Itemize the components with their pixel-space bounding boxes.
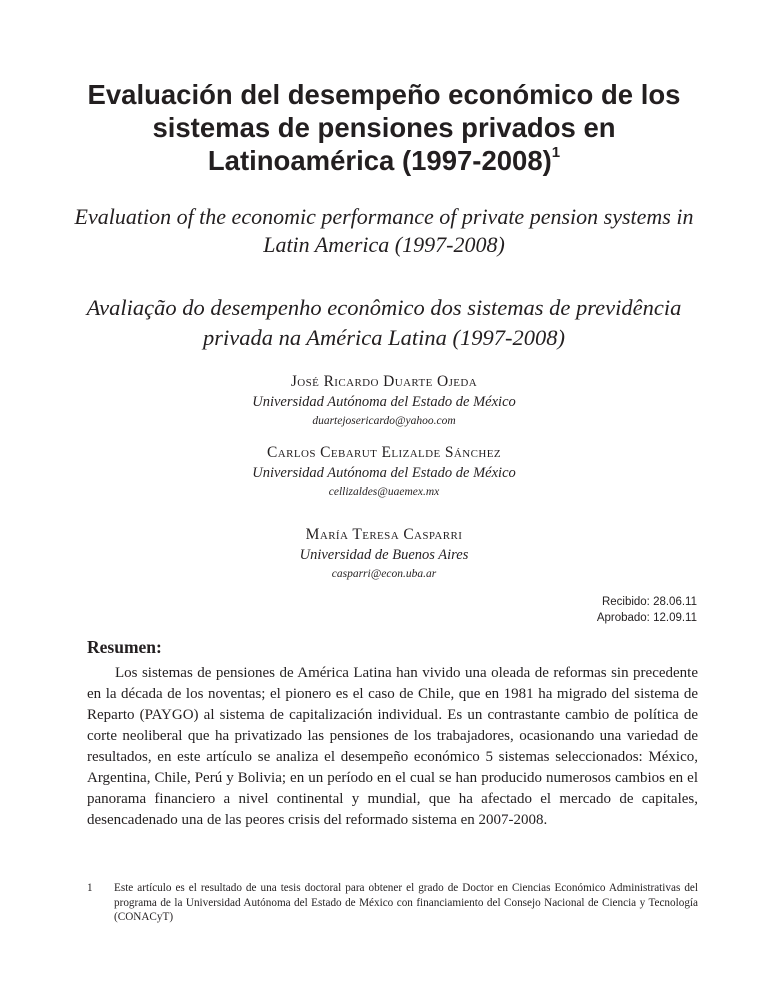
approved-date: Aprobado: 12.09.11 — [596, 612, 697, 624]
footnote — [87, 881, 698, 925]
abstract-heading: Resumen: — [87, 637, 162, 657]
author-block-3 — [60, 525, 708, 583]
author-affiliation: Universidad Autónoma del Estado de México — [252, 465, 516, 481]
author-name: Carlos Cebarut Elizalde Sánchez — [267, 444, 501, 461]
author-email[interactable]: cellizaldes@uaemex.mx — [328, 486, 440, 498]
footnote-number: 1 — [87, 882, 93, 894]
title-footnote-mark[interactable]: 1 — [551, 144, 561, 161]
title-spanish-text: Evaluación del desempeño económico de los sistemas de pensiones privados en Latinoamérica (1997-2008) — [87, 79, 681, 176]
title-spanish — [60, 78, 708, 177]
author-block-1 — [60, 372, 708, 430]
submission-dates — [597, 594, 697, 626]
author-affiliation: Universidad Autónoma del Estado de México — [252, 394, 516, 410]
author-email[interactable]: casparri@econ.uba.ar — [331, 568, 437, 580]
author-block-2 — [60, 443, 708, 501]
title-portuguese: Avaliação do desempenho econômico dos sistemas de previdência privada na América Latina (1997-2008) — [86, 295, 682, 350]
author-affiliation: Universidad de Buenos Aires — [299, 547, 469, 563]
footnote-text: Este artículo es el resultado de una tesis doctoral para obtener el grado de Doctor en Ciencias Económico Administrativas del programa de la Universidad Autónoma del Estado de México con financiamiento del Consejo Nacional de Ciencia y Tecnología (CONACyT) — [114, 882, 698, 923]
author-name: José Ricardo Duarte Ojeda — [290, 373, 478, 390]
title-english: Evaluation of the economic performance of private pension systems in Latin America (1997-2008) — [74, 204, 694, 257]
author-email[interactable]: duartejosericardo@yahoo.com — [312, 415, 456, 427]
author-name: María Teresa Casparri — [305, 526, 463, 543]
received-date: Recibido: 28.06.11 — [601, 596, 697, 608]
abstract-body: Los sistemas de pensiones de América Latina han vivido una oleada de reformas sin precedente en la década de los noventas; el pionero es el caso de Chile, que en 1981 ha migrado del sistema de Reparto (PAYGO) al sistema de capitalización individual. Es un contrastante cambio de política de corte neoliberal que ha privatizado las pensiones de los trabajadores, ocasionando una variedad de resultados, en este artículo se analiza el desempeño económico 5 sistemas seleccionados: México, Argentina, Chile, Perú y Bolivia; en un período en el cual se han producido numerosos cambios en el panorama financiero a nivel continental y mundial, que ha afectado el mercado de capitales, desencadenado una de las peores crisis del reformado sistema en 2007-2008. — [87, 665, 698, 828]
